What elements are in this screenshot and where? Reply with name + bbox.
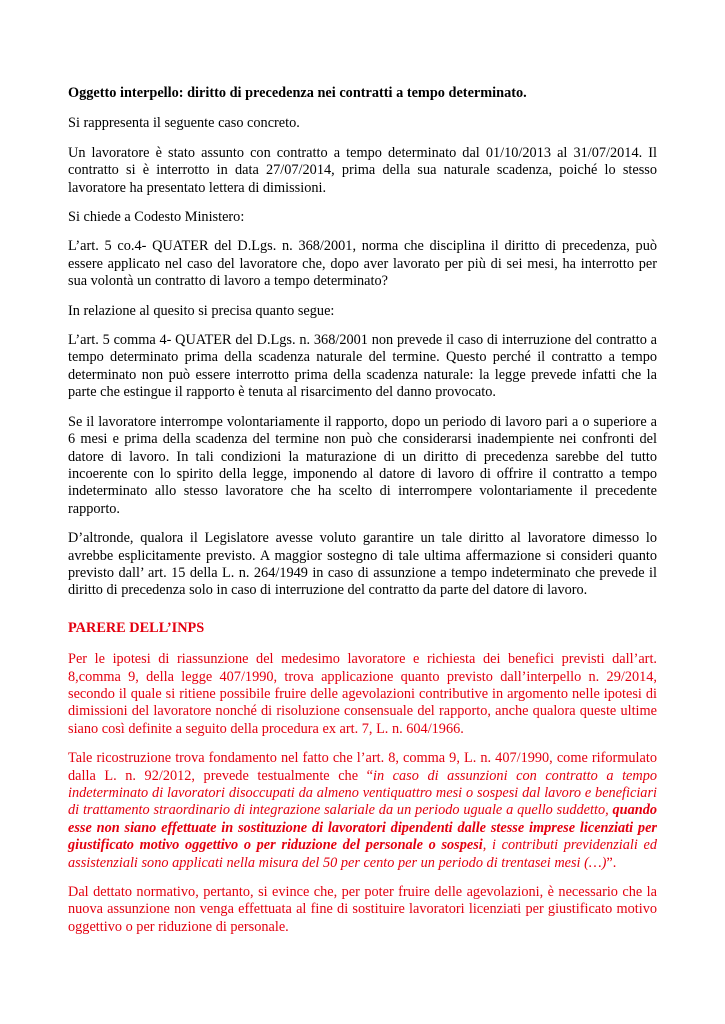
- inps-heading: PARERE DELL’INPS: [68, 619, 205, 636]
- paragraph-intro: Si rappresenta il seguente caso concreto.: [68, 115, 300, 132]
- paragraph-legislator: D’altronde, qualora il Legislatore avesse voluto garantire un tale diritto al lavoratore dimesso lo avrebbe esplicitamente previsto. A maggior sostegno di tale ultima affermazione si consideri quanto previsto dall’ art. 15 della L. n. 264/1949 in caso di assunzione a tempo indeterminato che prevede il diritto di precedenza solo in caso di interruzione del contratto da parte del datore di lavoro.: [68, 530, 657, 599]
- paragraph-clarification-intro: In relazione al quesito si precisa quanto segue:: [68, 302, 335, 319]
- inps-p2-close: ”.: [606, 854, 617, 871]
- inps-p2-lead: Tale ricostruzione trova fondamento nel fatto che l’art. 8, comma 9, L. n. 407/1990, come riformulato dalla L. n. 92/2012, prevede testualmente che “: [68, 750, 657, 784]
- inps-paragraph-2: [68, 750, 657, 872]
- paragraph-article: L’art. 5 comma 4- QUATER del D.Lgs. n. 368/2001 non prevede il caso di interruzione del contratto a tempo determinato prima della scadenza naturale del termine. Questo perché il contratto a tempo determinato non può essere interrotto prima della scadenza naturale: la legge prevede infatti che la parte che estingue il rapporto è tenuta al risarcimento del danno provocato.: [68, 332, 657, 401]
- inps-p2-bold: quando esse non siano effettuate in sostituzione di lavoratori dipendenti dalle stesse imprese licenziati per giustificato motivo oggettivo o per riduzione del personale o sospesi: [68, 802, 657, 854]
- paragraph-voluntary: Se il lavoratore interrompe volontariamente il rapporto, dopo un periodo di lavoro pari a o superiore a 6 mesi e prima della scadenza del termine non può che considerarsi inadempiente nei confronti del datore di lavoro. In tali condizioni la maturazione di un diritto di precedenza sarebbe del tutto incoerente con lo spirito della legge, imponendo al datore di lavoro di offrire il contratto a tempo indeterminato allo stesso lavoratore che ha scelto di interrompere volontariamente il precedente rapporto.: [68, 413, 657, 517]
- document-title: Oggetto interpello: diritto di precedenza nei contratti a tempo determinato.: [68, 85, 527, 101]
- inps-p2-italic: in caso di assunzioni con contratto a tempo indeterminato di lavoratori disoccupati da almeno ventiquattro mesi o sospesi dal lavoro e beneficiari di trattamento straordinario di integrazione salariale da un periodo uguale a quello suddetto,: [68, 767, 658, 819]
- inps-paragraph-1: Per le ipotesi di riassunzione del medesimo lavoratore e richiesta dei benefici previsti dall’art. 8,comma 9, della legge 407/1990, trova applicazione quanto previsto dall’interpello n. 29/2014, secondo il quale si ritiene possibile fruire delle agevolazioni contributive in argomento nelle ipotesi di dimissioni del lavoratore nonché di risoluzione consensuale del rapporto, anche qualora queste ultime siano così definite a seguito della procedura ex art. 7, L. n. 604/1966.: [68, 651, 657, 737]
- paragraph-question-intro: Si chiede a Codesto Ministero:: [68, 209, 245, 226]
- inps-paragraph-3: Dal dettato normativo, pertanto, si evince che, per poter fruire delle agevolazioni, è necessario che la nuova assunzione non venga effettuata al fine di sostituire lavoratori licenziati per giustificato motivo oggettivo o per riduzione di personale.: [68, 884, 657, 935]
- paragraph-question: L’art. 5 co.4- QUATER del D.Lgs. n. 368/2001, norma che disciplina il diritto di precedenza, può essere applicato nel caso del lavoratore che, dopo aver lavorato per più di sei mesi, ha interrotto per sua volontà un contratto di lavoro a tempo determinato?: [68, 238, 657, 290]
- inps-p2-italic-end: , i contributi previdenziali ed assistenziali sono applicati nella misura del 50 per cento per un periodo di trentasei mesi (…): [68, 837, 657, 871]
- paragraph-case: Un lavoratore è stato assunto con contratto a tempo determinato dal 01/10/2013 al 31/07/2014. Il contratto si è interrotto in data 27/07/2014, prima della sua naturale scadenza, poiché lo stesso lavoratore ha presentato lettera di dimissioni.: [68, 144, 657, 196]
